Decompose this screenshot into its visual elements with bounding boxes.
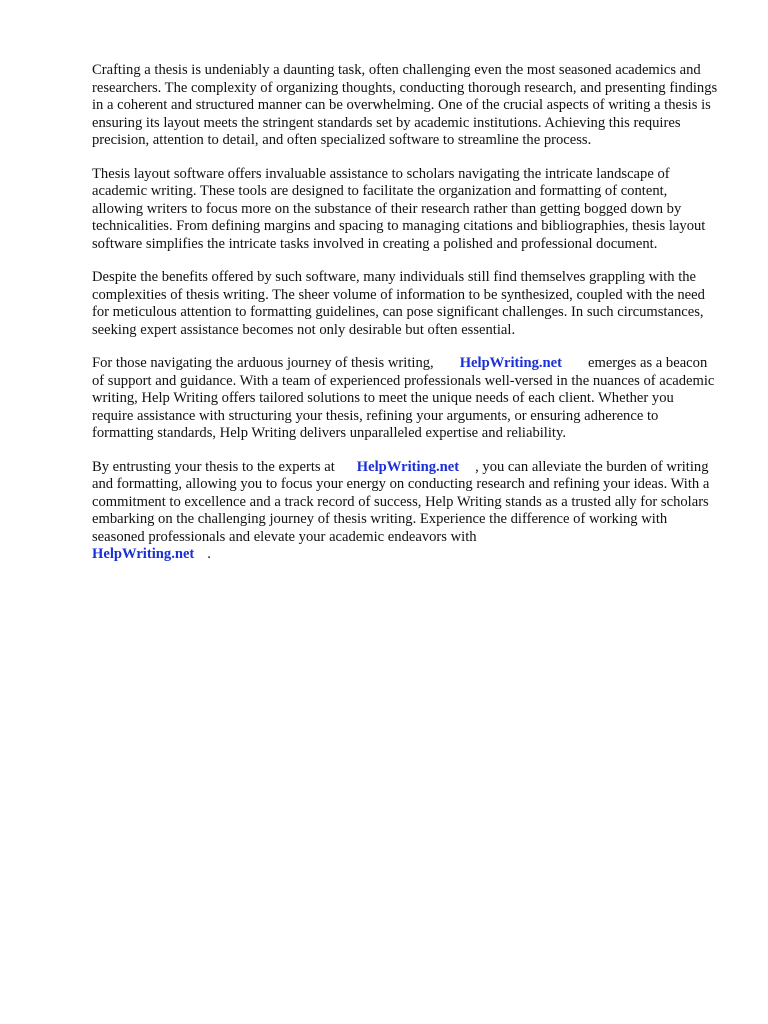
paragraph-text: By entrusting your thesis to the experts at: [92, 458, 335, 475]
helpwriting-link-1[interactable]: HelpWriting.net: [459, 355, 562, 371]
paragraph-conclusion: [92, 459, 718, 564]
paragraph-helpwriting: [92, 355, 718, 443]
helpwriting-link-3[interactable]: HelpWriting.net: [92, 546, 195, 562]
paragraph-intro: Crafting a thesis is undeniably a daunting task, often challenging even the most seasoned academics and researchers. The complexity of organizing thoughts, conducting thorough research, and presenting findings in a coherent and structured manner can be overwhelming. One of the crucial aspects of writing a thesis is ensuring its layout meets the stringent standards set by academic institutions. Achieving this requires precision, attention to detail, and often specialized software to streamline the process.: [92, 62, 718, 148]
document-body: [92, 62, 718, 580]
helpwriting-link-2[interactable]: HelpWriting.net: [356, 458, 460, 475]
paragraph-text: , you can alleviate the burden of writing and formatting, allowing you to focus your energy on conducting research and refining your ideas. With a commitment to excellence and a track record of success, Help Writing stands as a trusted ally for scholars embarking on the challenging journey of thesis writing. Experience the difference of working with seasoned professionals and elevate your academic endeavors with: [92, 458, 710, 545]
paragraph-text: emerges as a beacon of support and guidance. With a team of experienced professionals well-versed in the nuances of academic writing, Help Writing offers tailored solutions to meet the unique needs of each client. Whether you require assistance with structuring your thesis, refining your arguments, or ensuring adherence to formatting standards, Help Writing delivers unparalleled expertise and reliability.: [92, 355, 715, 441]
paragraph-challenges: Despite the benefits offered by such software, many individuals still find themselves grappling with the complexities of thesis writing. The sheer volume of information to be synthesized, coupled with the need for meticulous attention to formatting guidelines, can pose significant challenges. In such circumstances, seeking expert assistance becomes not only desirable but often essential.: [92, 269, 705, 338]
paragraph-software: Thesis layout software offers invaluable assistance to scholars navigating the intricate landscape of academic writing. These tools are designed to facilitate the organization and formatting of content, allowing writers to focus more on the substance of their research rather than getting bogged down by technicalities. From defining margins and spacing to managing citations and bibliographies, thesis layout software simplifies the intricate tasks involved in creating a polished and professional document.: [92, 165, 706, 252]
paragraph-text: For those navigating the arduous journey of thesis writing,: [92, 355, 434, 371]
paragraph-text: .: [207, 546, 211, 562]
